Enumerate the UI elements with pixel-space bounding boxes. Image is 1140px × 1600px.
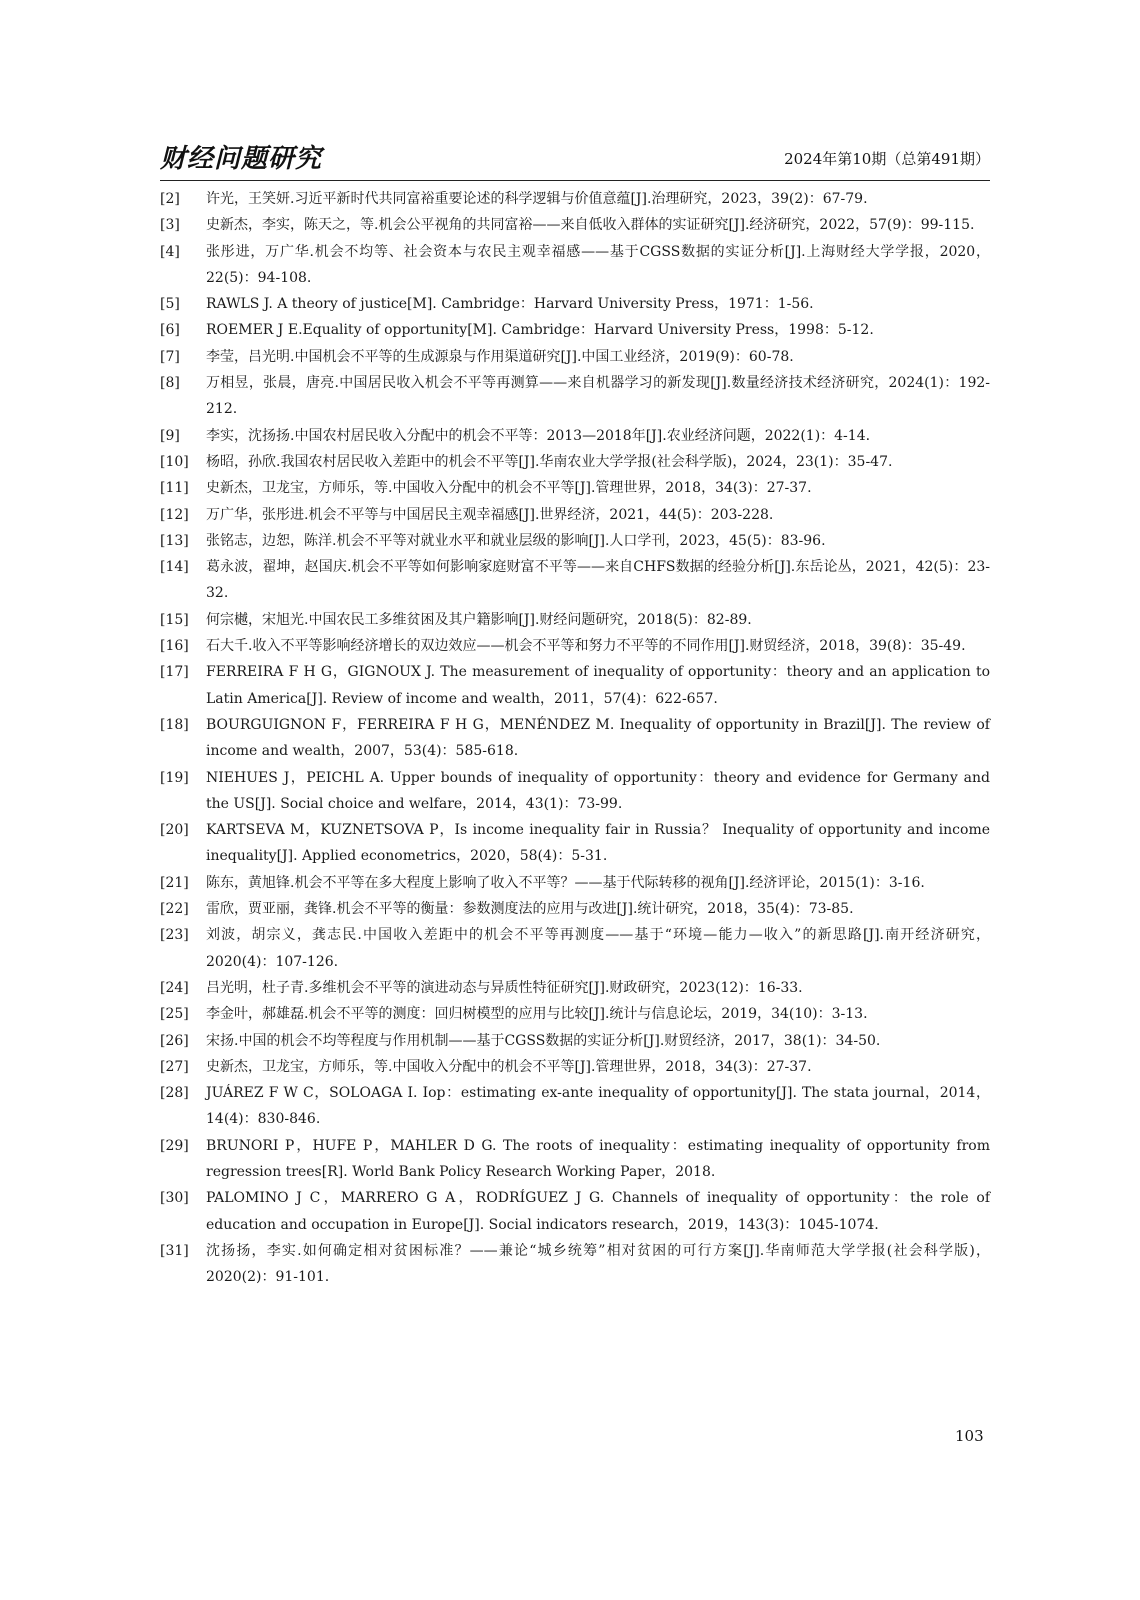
reference-number: [10] <box>160 453 189 470</box>
reference-item <box>160 607 990 633</box>
reference-item <box>160 1001 990 1027</box>
reference-text: 万相昱，张晨，唐亮.中国居民收入机会不平等再测算——来自机器学习的新发现[J].数量经济技术经济研究，2024(1)：192-212. <box>206 375 990 418</box>
reference-item <box>160 186 990 212</box>
reference-text: 史新杰，卫龙宝，方师乐，等.中国收入分配中的机会不平等[J].管理世界，2018，34(3)：27-37. <box>206 1058 812 1075</box>
reference-item <box>160 475 990 501</box>
reference-item <box>160 712 990 765</box>
reference-number: [14] <box>160 559 189 576</box>
reference-item <box>160 1054 990 1080</box>
reference-number: [7] <box>160 348 180 365</box>
reference-text: 史新杰，李实，陈天之，等.机会公平视角的共同富裕——来自低收入群体的实证研究[J].经济研究，2022，57(9)：99-115. <box>206 217 975 234</box>
reference-text: NIEHUES J，PEICHL A. Upper bounds of inequality of opportunity：theory and evidence for Germany and the US[J]. Social choice and welfare，2014，43(1)：73-99. <box>206 769 990 812</box>
reference-number: [6] <box>160 322 180 339</box>
reference-item <box>160 317 990 343</box>
reference-item <box>160 817 990 870</box>
reference-item <box>160 528 990 554</box>
reference-text: 万广华，张彤进.机会不平等与中国居民主观幸福感[J].世界经济，2021，44(5)：203-228. <box>206 506 774 523</box>
reference-item <box>160 449 990 475</box>
reference-text: 史新杰，卫龙宝，方师乐，等.中国收入分配中的机会不平等[J].管理世界，2018，34(3)：27-37. <box>206 480 812 497</box>
reference-text: 许光，王笑妍.习近平新时代共同富裕重要论述的科学逻辑与价值意蕴[J].治理研究，2023，39(2)：67-79. <box>206 191 868 207</box>
reference-item <box>160 659 990 712</box>
page-header <box>160 138 990 181</box>
reference-number: [28] <box>160 1085 189 1102</box>
reference-item <box>160 1028 990 1054</box>
reference-text: 张铭志，边恕，陈洋.机会不平等对就业水平和就业层级的影响[J].人口学刊，2023，45(5)：83-96. <box>206 532 826 549</box>
reference-item <box>160 1080 990 1133</box>
reference-number: [24] <box>160 979 189 996</box>
issue-info: 2024年第10期（总第491期） <box>784 150 990 168</box>
reference-item <box>160 896 990 922</box>
reference-text: ROEMER J E.Equality of opportunity[M]. Cambridge：Harvard University Press，1998：5-12. <box>206 322 874 339</box>
reference-number: [5] <box>160 296 180 313</box>
reference-number: [31] <box>160 1242 189 1259</box>
reference-item <box>160 870 990 896</box>
reference-text: BOURGUIGNON F，FERREIRA F H G，MENÉNDEZ M. Inequality of opportunity in Brazil[J]. The review of income and wealth，2007，53(4)：585-618. <box>206 716 990 760</box>
reference-item <box>160 765 990 818</box>
reference-number: [17] <box>160 664 189 681</box>
journal-logo: 财经问题研究 <box>160 144 323 174</box>
reference-item <box>160 554 990 607</box>
reference-text: 李金叶，郝雄磊.机会不平等的测度：回归树模型的应用与比较[J].统计与信息论坛，2019，34(10)：3-13. <box>206 1006 868 1023</box>
reference-text: 张彤进，万广华.机会不均等、社会资本与农民主观幸福感——基于CGSS数据的实证分析[J].上海财经大学学报，2020，22(5)：94-108. <box>206 243 990 286</box>
reference-item <box>160 1185 990 1238</box>
reference-number: [29] <box>160 1137 189 1154</box>
reference-text: 葛永波，翟坤，赵国庆.机会不平等如何影响家庭财富不平等——来自CHFS数据的经验分析[J].东岳论丛，2021，42(5)：23-32. <box>206 559 990 602</box>
reference-item <box>160 975 990 1001</box>
reference-item <box>160 291 990 317</box>
reference-text: 吕光明，杜子青.多维机会不平等的演进动态与异质性特征研究[J].财政研究，2023(12)：16-33. <box>206 979 803 996</box>
reference-number: [23] <box>160 927 189 944</box>
reference-number: [18] <box>160 716 189 733</box>
reference-text: 雷欣，贾亚丽，龚锋.机会不平等的衡量：参数测度法的应用与改进[J].统计研究，2018，35(4)：73-85. <box>206 901 854 918</box>
reference-number: [8] <box>160 375 180 392</box>
reference-text: 陈东，黄旭锋.机会不平等在多大程度上影响了收入不平等？——基于代际转移的视角[J].经济评论，2015(1)：3-16. <box>206 874 925 891</box>
reference-text: JUÁREZ F W C，SOLOAGA I. Iop：estimating ex-ante inequality of opportunity[J]. The stata journal，2014，14(4)：830-846. <box>206 1085 990 1128</box>
reference-item <box>160 1238 990 1291</box>
reference-text: BRUNORI P，HUFE P，MAHLER D G. The roots of inequality：estimating inequality of opportunity from regression trees[R]. World Bank Policy Research Working Paper，2018. <box>206 1137 990 1180</box>
reference-number: [2] <box>160 191 180 207</box>
reference-text: 李实，沈扬扬.中国农村居民收入分配中的机会不平等：2013—2018年[J].农业经济问题，2022(1)：4-14. <box>206 427 871 444</box>
reference-text: 杨昭，孙欣.我国农村居民收入差距中的机会不平等[J].华南农业大学学报(社会科学版)，2024，23(1)：35-47. <box>206 453 893 470</box>
reference-number: [15] <box>160 611 189 628</box>
reference-number: [22] <box>160 901 189 918</box>
reference-number: [11] <box>160 480 189 497</box>
reference-list <box>160 186 990 1290</box>
reference-text: 刘波，胡宗义，龚志民.中国收入差距中的机会不平等再测度——基于“环境—能力—收入”的新思路[J].南开经济研究，2020(4)：107-126. <box>206 927 990 970</box>
reference-number: [12] <box>160 506 189 523</box>
reference-number: [4] <box>160 243 180 260</box>
reference-number: [16] <box>160 638 189 655</box>
reference-number: [27] <box>160 1058 189 1075</box>
reference-item <box>160 502 990 528</box>
reference-number: [13] <box>160 532 189 549</box>
reference-item <box>160 1133 990 1186</box>
reference-text: 宋扬.中国的机会不均等程度与作用机制——基于CGSS数据的实证分析[J].财贸经济，2017，38(1)：34-50. <box>206 1032 881 1049</box>
reference-item <box>160 370 990 423</box>
reference-number: [25] <box>160 1006 189 1023</box>
reference-number: [21] <box>160 874 189 891</box>
reference-text: KARTSEVA M，KUZNETSOVA P，Is income inequality fair in Russia？ Inequality of opportunity and income inequality[J]. Applied econometrics，2020，58(4)：5-31. <box>206 822 990 865</box>
reference-number: [19] <box>160 769 189 786</box>
reference-item <box>160 922 990 975</box>
reference-number: [3] <box>160 217 180 234</box>
reference-number: [30] <box>160 1190 189 1207</box>
reference-number: [20] <box>160 822 189 839</box>
reference-text: FERREIRA F H G，GIGNOUX J. The measurement of inequality of opportunity：theory and an application to Latin America[J]. Review of income and wealth，2011，57(4)：622-657. <box>206 664 990 707</box>
reference-item <box>160 239 990 292</box>
reference-text: 李莹，吕光明.中国机会不平等的生成源泉与作用渠道研究[J].中国工业经济，2019(9)：60-78. <box>206 348 794 365</box>
reference-item <box>160 423 990 449</box>
reference-item <box>160 344 990 370</box>
reference-number: [9] <box>160 427 180 444</box>
reference-text: 沈扬扬，李实.如何确定相对贫困标准？——兼论“城乡统筹”相对贫困的可行方案[J].华南师范大学学报(社会科学版)，2020(2)：91-101. <box>206 1242 990 1286</box>
reference-text: 何宗樾，宋旭光.中国农民工多维贫困及其户籍影响[J].财经问题研究，2018(5)：82-89. <box>206 611 752 628</box>
reference-item <box>160 212 990 238</box>
reference-text: PALOMINO J C，MARRERO G A，RODRÍGUEZ J G. Channels of inequality of opportunity：the role of education and occupation in Europe[J]. Social indicators research，2019，143(3)：1045-1074. <box>206 1190 990 1233</box>
reference-text: 石大千.收入不平等影响经济增长的双边效应——机会不平等和努力不平等的不同作用[J].财贸经济，2018，39(8)：35-49. <box>206 638 966 655</box>
page-number: 103 <box>955 1427 984 1445</box>
reference-item <box>160 633 990 659</box>
reference-number: [26] <box>160 1032 189 1049</box>
reference-text: RAWLS J. A theory of justice[M]. Cambridge：Harvard University Press，1971：1-56. <box>206 296 814 313</box>
